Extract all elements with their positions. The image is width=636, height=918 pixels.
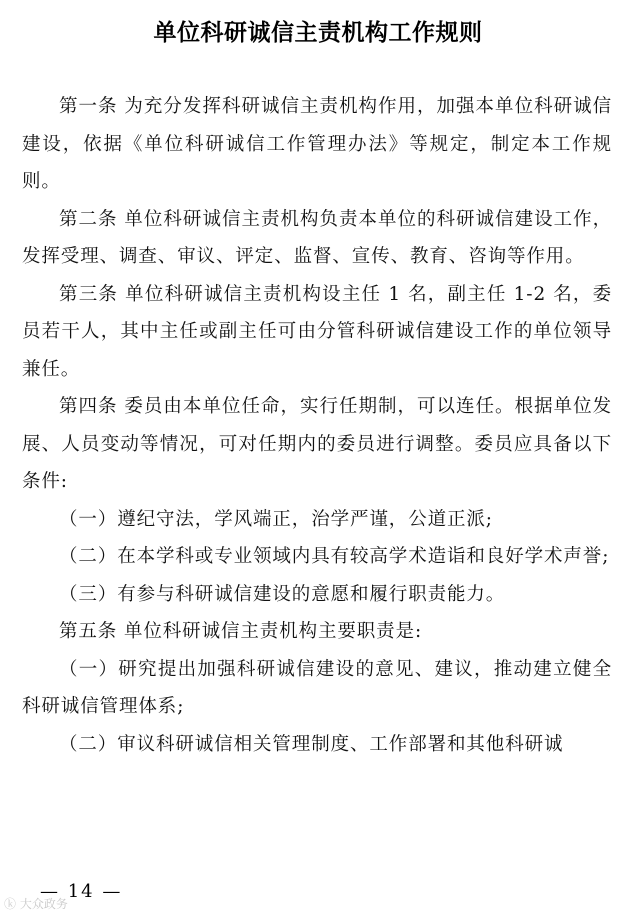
paragraph-article-4: 第四条 委员由本单位任命，实行任期制，可以连任。根据单位发展、人员变动等情况，可对任期内的委员进行调整。委员应具备以下条件: — [22, 396, 612, 492]
document-body — [22, 88, 612, 763]
paragraph-condition-3: （三）有参与科研诚信建设的意愿和履行职责能力。 — [59, 583, 506, 605]
watermark-logo: ⓚ 大众政务 — [4, 897, 68, 911]
paragraph-condition-1: （一）遵纪守法，学风端正，治学严谨，公道正派; — [59, 508, 493, 530]
paragraph-duty-2: （二）审议科研诚信相关管理制度、工作部署和其他科研诚 — [59, 733, 564, 755]
paragraph-article-5: 第五条 单位科研诚信主责机构主要职责是: — [59, 621, 423, 642]
paragraph-article-1: 第一条 为充分发挥科研诚信主责机构作用，加强本单位科研诚信建设，依据《单位科研诚信工作管理办法》等规定，制定本工作规则。 — [22, 96, 612, 192]
document-title: 单位科研诚信主责机构工作规则 — [153, 20, 483, 46]
page-number: — 14 — — [40, 881, 123, 902]
paragraph-article-2: 第二条 单位科研诚信主责机构负责本单位的科研诚信建设工作，发挥受理、调查、审议、评定、监督、宣传、教育、咨询等作用。 — [22, 208, 612, 267]
paragraph-condition-2: （二）在本学科或专业领域内具有较高学术造诣和良好学术声誉; — [59, 546, 610, 567]
paragraph-duty-1: （一）研究提出加强科研诚信建设的意见、建议，推动建立健全科研诚信管理体系; — [22, 658, 612, 717]
paragraph-article-3: 第三条 单位科研诚信主责机构设主任 1 名，副主任 1-2 名，委员若干人，其中主任或副主任可由分管科研诚信建设工作的单位领导兼任。 — [22, 283, 612, 380]
